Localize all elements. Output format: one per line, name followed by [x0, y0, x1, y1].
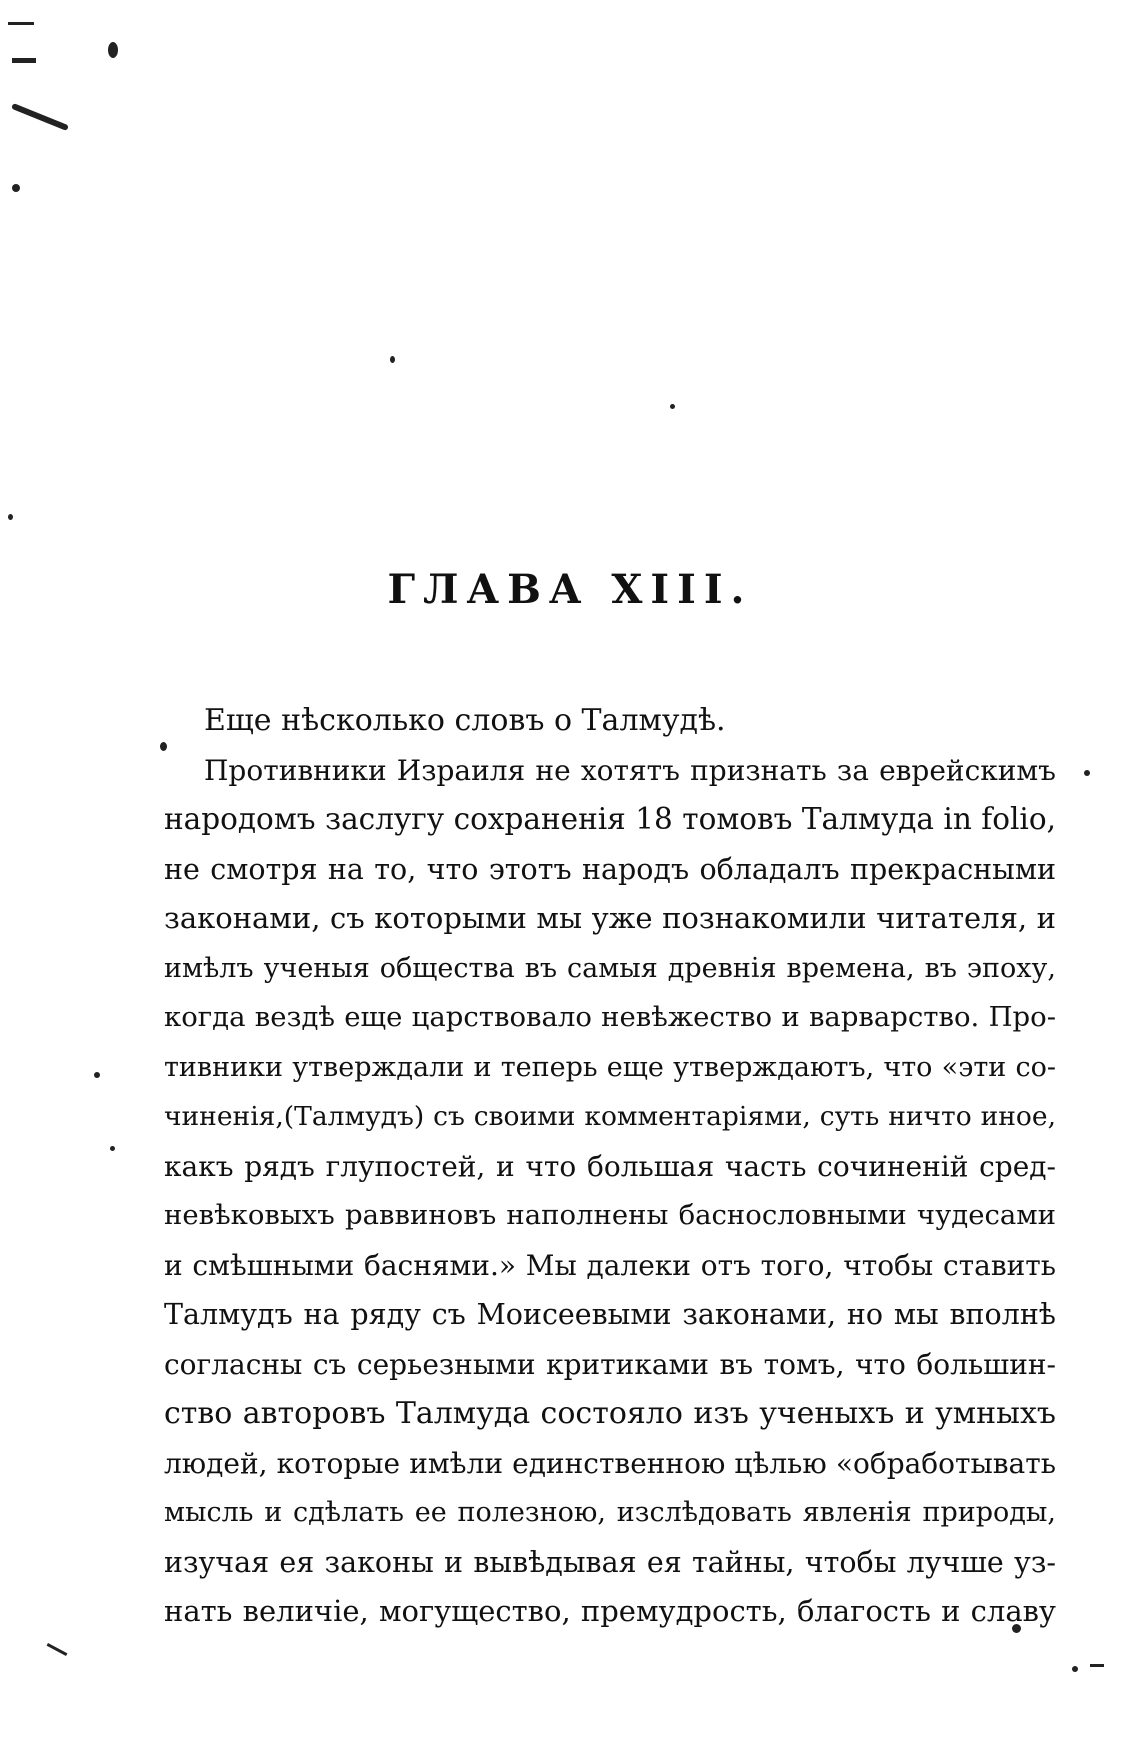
text-line: мысль и сдѣлать ее полезною, изслѣдовать явленія природы, — [164, 1497, 1056, 1528]
scan-mark — [12, 58, 36, 63]
scan-mark — [670, 404, 675, 409]
scan-mark — [1090, 1664, 1104, 1667]
chapter-body — [164, 696, 1056, 1637]
text-line: изучая ея законы и вывѣдывая ея тайны, чтобы лучше уз- — [164, 1545, 1056, 1579]
scan-mark — [94, 1072, 100, 1078]
scan-mark — [110, 1146, 115, 1151]
chapter-subtitle: Еще нѣсколько словъ о Талмудѣ. — [204, 703, 726, 738]
text-line: имѣлъ ученыя общества въ самыя древнія времена, въ эпоху, — [164, 952, 1056, 984]
text-line: не смотря на то, что этотъ народъ обладалъ прекрасными — [164, 852, 1056, 886]
scan-mark — [12, 184, 20, 192]
text-line: Противники Израиля не хотятъ признать за еврейскимъ — [204, 753, 1056, 787]
scan-mark — [8, 514, 13, 520]
text-line: законами, съ которыми мы уже познакомили читателя, и — [164, 901, 1056, 935]
scan-mark — [8, 22, 34, 25]
scan-mark — [47, 1643, 68, 1656]
text-line: тивники утверждали и теперь еще утверждаютъ, что «эти со- — [164, 1051, 1056, 1083]
text-line: какъ рядъ глупостей, и что большая часть сочиненій сред- — [164, 1149, 1056, 1183]
scan-mark — [1084, 770, 1090, 776]
text-line: ство авторовъ Талмуда состояло изъ ученыхъ и умныхъ — [164, 1396, 1056, 1431]
chapter-title: ГЛАВА XIII. — [387, 566, 753, 613]
text-line: когда вездѣ еще царствовало невѣжество и варварство. Про- — [164, 1001, 1056, 1033]
text-line: и смѣшными баснями.» Мы далеки отъ того, чтобы ставить — [164, 1248, 1056, 1282]
scan-mark — [11, 103, 69, 131]
text-line: народомъ заслугу сохраненія 18 томовъ Талмуда in folio, — [164, 802, 1056, 836]
scan-mark — [108, 42, 118, 58]
text-line: Талмудъ на ряду съ Моисеевыми законами, но мы вполнѣ — [164, 1298, 1056, 1331]
text-line: чиненія,(Талмудъ) съ своими комментаріями, суть ничто иное, — [164, 1101, 1056, 1132]
scan-mark — [390, 356, 395, 363]
text-line: нать величіе, могущество, премудрость, благость и славу — [164, 1594, 1056, 1628]
scan-mark — [1072, 1666, 1078, 1672]
text-line: людей, которые имѣли единственною цѣлью «обработывать — [164, 1446, 1056, 1480]
text-line: невѣковыхъ раввиновъ наполнены баснословными чудесами — [164, 1199, 1056, 1231]
text-line: согласны съ серьезными критиками въ томъ, что большин- — [164, 1347, 1056, 1381]
